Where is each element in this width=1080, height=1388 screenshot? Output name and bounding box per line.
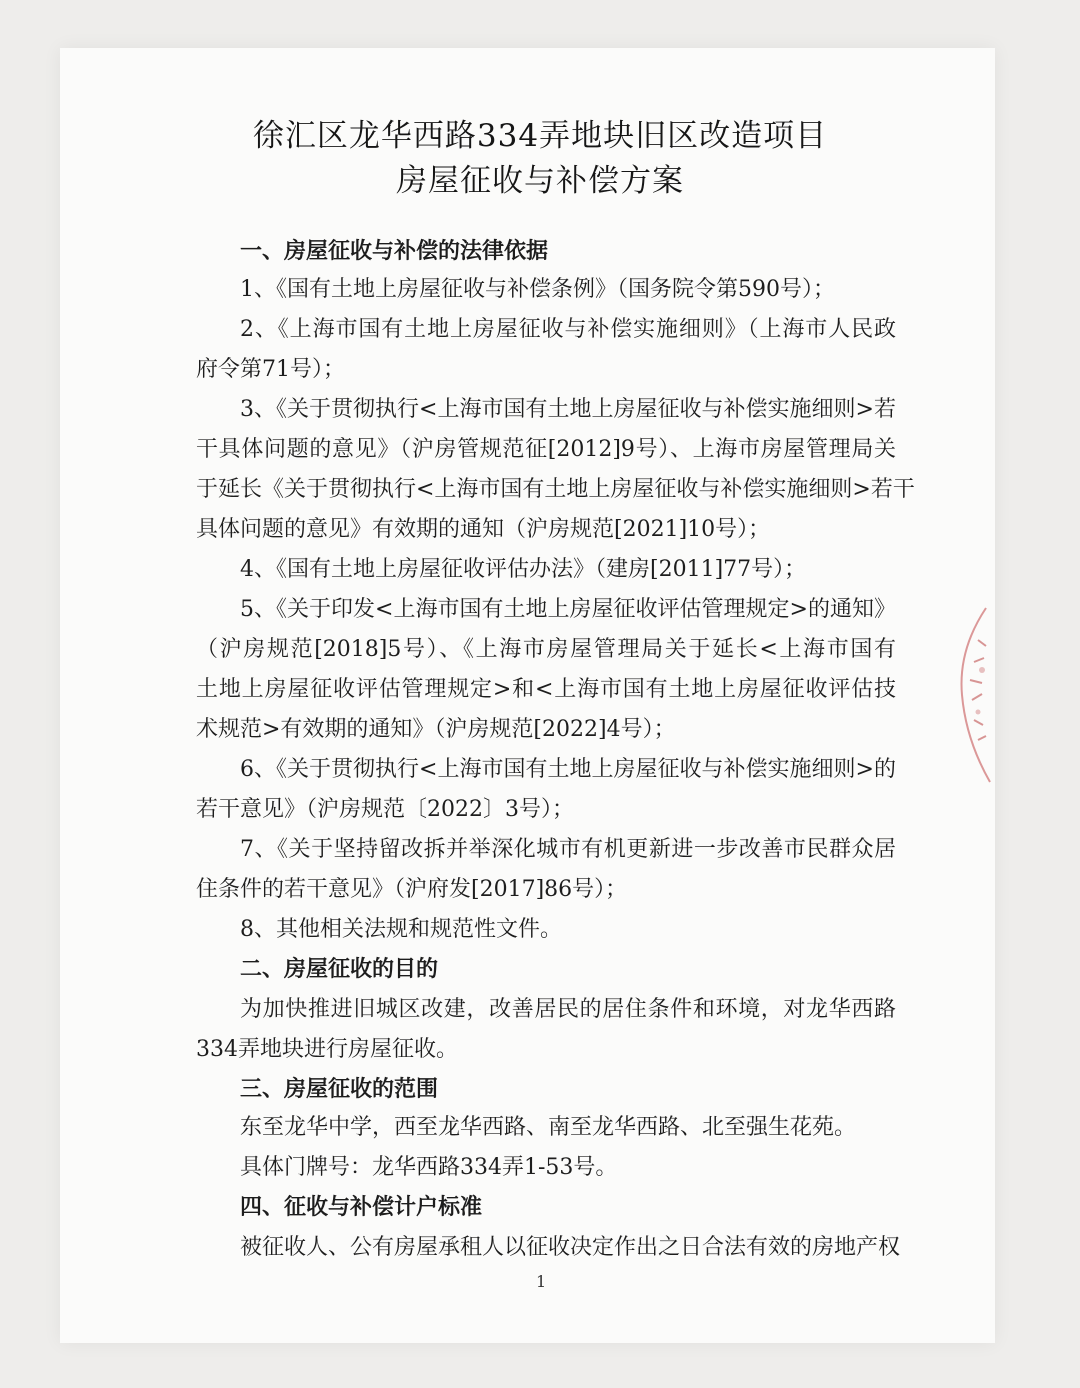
list-item-continuation: 干具体问题的意见》（沪房管规范征[2012]9号）、上海市房屋管理局关 [196,437,896,462]
list-item-continuation: 土地上房屋征收评估管理规定>和<上海市国有土地上房屋征收评估技 [196,677,896,702]
paragraph-line: 334弄地块进行房屋征收。 [196,1037,458,1062]
list-item-continuation: 于延长《关于贯彻执行<上海市国有土地上房屋征收与补偿实施细则>若干 [196,477,915,502]
page-number: 1 [536,1272,547,1291]
list-item-continuation: （沪房规范[2018]5号）、《上海市房屋管理局关于延长<上海市国有 [196,637,896,662]
document-title-line1: 徐汇区龙华西路334弄地块旧区改造项目 [252,118,828,154]
section-heading-purpose: 二、房屋征收的目的 [240,957,439,982]
paragraph-line: 被征收人、公有房屋承租人以征收决定作出之日合法有效的房地产权 [240,1235,901,1260]
list-item: 8、其他相关法规和规范性文件。 [240,917,562,942]
section-heading-household-standard: 四、征收与补偿计户标准 [240,1195,483,1220]
list-item: 4、《国有土地上房屋征收评估办法》（建房[2011]77号）； [240,557,807,582]
list-item: 5、《关于印发<上海市国有土地上房屋征收评估管理规定>的通知》 [240,597,896,622]
list-item: 7、《关于坚持留改拆并举深化城市有机更新进一步改善市民群众居 [240,837,896,862]
document-title-line2: 房屋征收与补偿方案 [396,163,684,199]
list-item: 6、《关于贯彻执行<上海市国有土地上房屋征收与补偿实施细则>的 [240,757,896,782]
paragraph-line: 为加快推进旧城区改建，改善居民的居住条件和环境，对龙华西路 [240,997,896,1022]
list-item: 3、《关于贯彻执行<上海市国有土地上房屋征收与补偿实施细则>若 [240,397,896,422]
list-item: 2、《上海市国有土地上房屋征收与补偿实施细则》（上海市人民政 [240,317,896,342]
paragraph-line: 具体门牌号：龙华西路334弄1-53号。 [240,1155,618,1180]
paragraph-line: 东至龙华中学，西至龙华西路、南至龙华西路、北至强生花苑。 [240,1115,857,1140]
list-item-continuation: 若干意见》（沪房规范〔2022〕3号）； [196,797,574,822]
section-heading-scope: 三、房屋征收的范围 [240,1077,439,1102]
list-item-continuation: 术规范>有效期的通知》（沪房规范[2022]4号）； [196,717,676,742]
list-item: 1、《国有土地上房屋征收与补偿条例》（国务院令第590号）； [240,277,835,302]
list-item-continuation: 府令第71号）； [196,357,345,382]
section-heading-legal-basis: 一、房屋征收与补偿的法律依据 [240,239,549,264]
list-item-continuation: 具体问题的意见》有效期的通知（沪房规范[2021]10号）； [196,517,771,542]
list-item-continuation: 住条件的若干意见》（沪府发[2017]86号）； [196,877,628,902]
red-seal-fragment [948,600,998,790]
